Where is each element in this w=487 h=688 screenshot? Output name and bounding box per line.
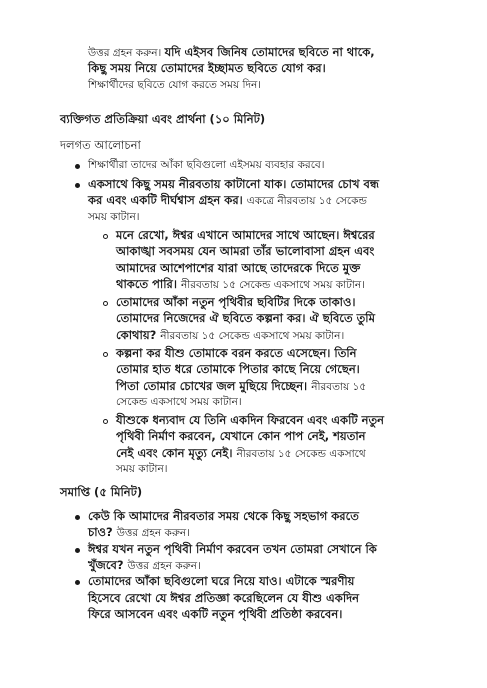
sub-item-d-line-2: তোমাদের নিজেদের ঐ ছবিতে কল্পনা কর। ঐ ছবিতে তুমি (116, 311, 375, 325)
bullet-circle (103, 352, 108, 357)
sub-item-d-line-3 (116, 328, 344, 343)
closing-item-c-line-1: তোমাদের আঁকা ছবিগুলো ঘরে নিয়ে যাও। এটাকে স্মরণীয় (88, 574, 355, 588)
closing-item-c-line-2: হিসেবে রেখো যে ঈশ্বর প্রতিজ্ঞা করেছিলেন যে যীশু একদিন (88, 591, 360, 605)
intro-line-1-bold: যদি এইসব জিনিষ তোমাদের ছবিতে না থাকে, (164, 45, 375, 59)
bullet-dot (75, 515, 80, 520)
sub-item-f-line-4: সময় কাটান। (116, 463, 168, 475)
subheading-group-discussion: দলগত আলোচনা (60, 138, 141, 152)
sub-item-e-line-4: সেকেন্ড একসাথে সময় কাটান। (116, 396, 242, 408)
sub-item-d-line-3-bold: কোথায়? (116, 328, 161, 342)
sub-item-f-line-3 (116, 446, 366, 461)
sub-item-f-line-3-normal: নীরবতায় ১৫ সেকেন্ড একসাথে (236, 448, 366, 460)
intro-line-1 (88, 45, 375, 60)
intro-line-2: কিছু সময় নিয়ে তোমাদের ইচ্ছামত ছবিতে যোগ কর। (88, 61, 326, 75)
sub-item-e-line-3-bold: পিতা তোমার চোখের জল মুছিয়ে দিচ্ছেন। (116, 379, 312, 393)
bullet-circle (103, 301, 108, 306)
bullet-circle (103, 234, 108, 239)
sub-item-e-line-3 (116, 379, 366, 394)
sub-item-c-line-1: মনে রেখো, ঈশ্বর এখানে আমাদের সাথে আছেন। ঈশ্বরের (116, 228, 375, 242)
intro-line-1-normal: উত্তর গ্রহন করুন। (88, 47, 165, 59)
bullet-circle (103, 419, 108, 424)
closing-item-b-line-2-bold: খুঁজবে? (88, 558, 128, 572)
closing-item-b-line-2 (88, 558, 201, 573)
sub-item-e-line-3-normal: নীরবতায় ১৫ (311, 381, 367, 393)
list-item-b-line-2 (88, 193, 367, 208)
section-heading-reflection: ব্যক্তিগত প্রতিক্রিয়া এবং প্রার্থনা (১০ মিনিট) (60, 112, 266, 126)
list-item-b-line-2-bold: কর এবং একটি দীর্ঘশ্বাস গ্রহন কর। (88, 193, 247, 207)
list-item-b-line-3: সময় কাটান। (88, 211, 140, 223)
bullet-dot (75, 183, 80, 188)
sub-item-f-line-1: যীশুকে ধন্যবাদ যে তিনি একদিন ফিরবেন এবং একটি নতুন (116, 413, 384, 427)
sub-item-f-line-2: পৃথিবী নির্মাণ করবেন, যেখানে কোন পাপ নেই, শয়তান (116, 429, 366, 443)
bullet-dot (75, 548, 80, 553)
sub-item-c-line-2: আকাঙ্খা সবসময় যেন আমরা তাঁর ভালোবাসা গ্রহন এবং (116, 244, 375, 258)
sub-item-e-line-1: কল্পনা কর যীশু তোমাকে বরন করতে এসেছেন। তিনি (116, 346, 357, 360)
sub-item-f-line-3-bold: নেই এবং কোন মৃত্যু নেই। (116, 446, 237, 460)
closing-item-a-line-2-bold: চাও? (88, 525, 117, 539)
sub-item-c-line-4-normal: নীরবতায় ১৫ সেকেন্ড একসাথে সময় কাটান। (180, 279, 365, 291)
sub-item-c-line-3: আমাদের আশেপাশের যারা আছে তাদেরকে দিতে মুক্ত (116, 261, 361, 275)
closing-item-a-line-2-normal: উত্তর গ্রহন করুন। (116, 527, 190, 539)
closing-item-c-line-3: ফিরে আসবেন এবং একটি নতুন পৃথিবী প্রতিষ্ঠা করবেন। (88, 607, 343, 621)
sub-item-d-line-3-normal: নীরবতায় ১৫ সেকেন্ড একসাথে সময় কাটান। (160, 330, 345, 342)
closing-item-b-line-2-normal: উত্তর গ্রহন করুন। (127, 560, 201, 572)
sub-item-e-line-2: তোমার হাত ধরে তোমাকে পিতার কাছে নিয়ে গেছেন। (116, 362, 360, 376)
bullet-dot (75, 164, 80, 169)
list-item-a: শিক্ষার্থীরা তাদের আঁকা ছবিগুলো এইসময় ব্যবহার করবে। (88, 159, 325, 171)
sub-item-c-line-4 (116, 277, 365, 292)
list-item-b-line-2-normal: একত্রে নীরবতায় ১৫ সেকেন্ড (246, 195, 367, 207)
intro-line-3: শিক্ষার্থীদের ছবিতে যোগ করতে সময় দিন। (88, 79, 262, 91)
bullet-dot (75, 580, 80, 585)
closing-item-a-line-2 (88, 525, 190, 540)
list-item-b-line-1: একসাথে কিছু সময় নীরবতায় কাটানো যাক। তোমাদের চোখ বন্ধ (88, 177, 380, 191)
section-heading-closing: সমাপ্তি (৫ মিনিট) (60, 485, 143, 499)
sub-item-c-line-4-bold: থাকতে পারি। (116, 277, 181, 291)
closing-item-a-line-1: কেউ কি আমাদের নীরবতার সময় থেকে কিছু সহভাগ করতে (88, 509, 359, 523)
sub-item-d-line-1: তোমাদের আঁকা নতুন পৃথিবীর ছবিটির দিকে তাকাও। (116, 295, 356, 309)
closing-item-b-line-1: ঈশ্বর যখন নতুন পৃথিবী নির্মাণ করবেন তখন তোমরা সেখানে কি (88, 542, 377, 556)
